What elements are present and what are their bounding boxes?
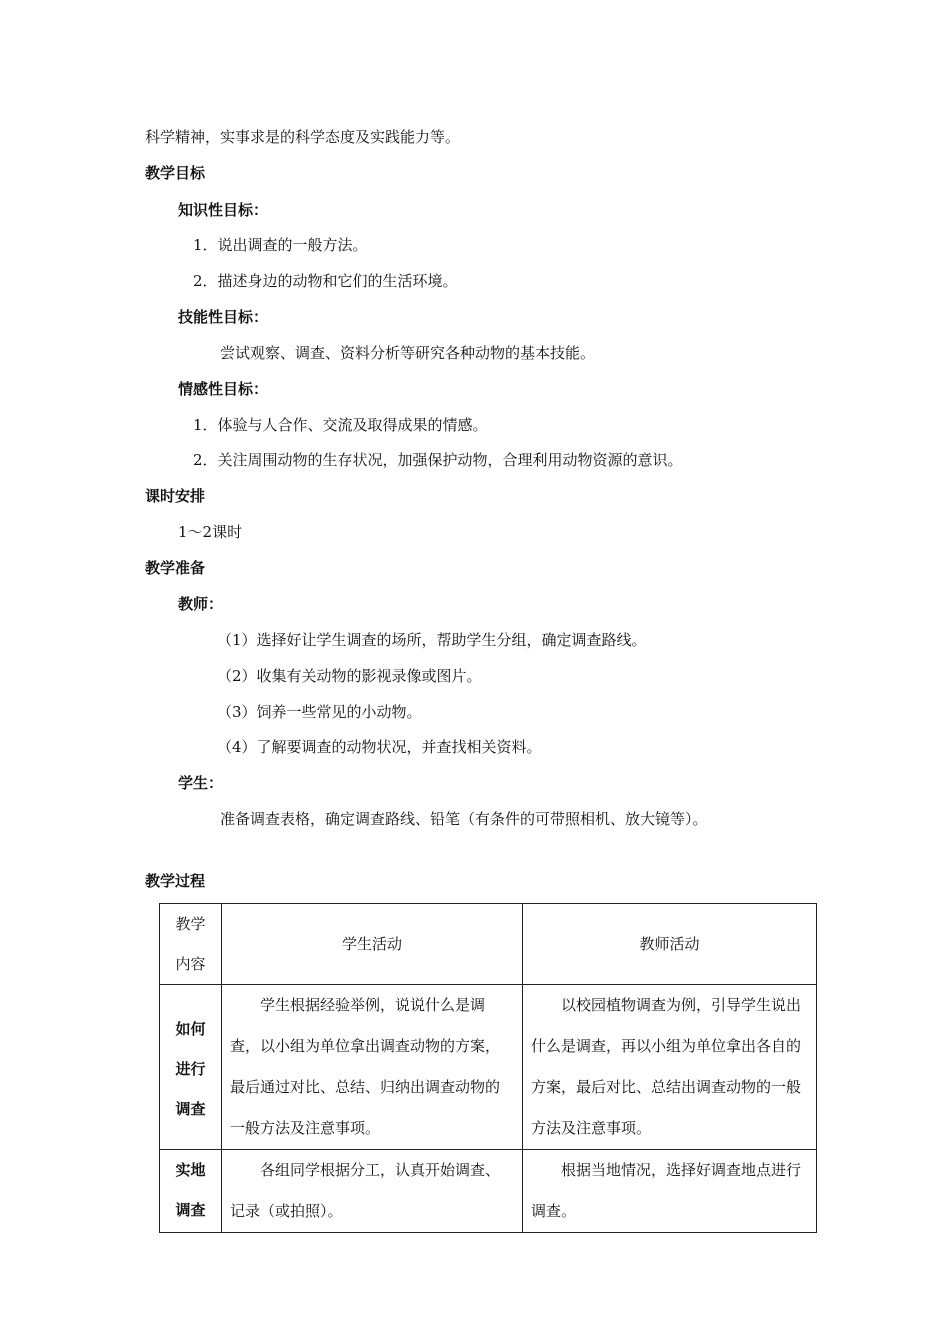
objectives-heading: 教学目标 <box>145 164 206 182</box>
process-heading: 教学过程 <box>145 872 206 890</box>
teacher-item-4: （4）了解要调查的动物状况，并查找相关资料。 <box>217 738 542 756</box>
teacher-item-1: （1）选择好让学生调查的场所，帮助学生分组，确定调查路线。 <box>217 631 647 649</box>
knowledge-item-2: 2．描述身边的动物和它们的生活环境。 <box>193 272 458 290</box>
row-student-activity: 学生根据经验举例，说说什么是调查，以小组为单位拿出调查动物的方案，最后通过对比、总结、归纳出调查动物的一般方法及注意事项。 <box>222 985 523 1150</box>
row-teacher-activity: 以校园植物调查为例，引导学生说出什么是调查，再以小组为单位拿出各自的方案，最后对比、总结出调查动物的一般方法及注意事项。 <box>523 985 817 1150</box>
teacher-heading: 教师： <box>178 595 224 613</box>
teacher-item-3: （3）饲养一些常见的小动物。 <box>217 703 422 721</box>
emotion-item-1: 1．体验与人合作、交流及取得成果的情感。 <box>193 416 488 434</box>
row-teacher-activity: 根据当地情况，选择好调查地点进行调查。 <box>523 1150 817 1233</box>
table-row <box>160 985 817 1150</box>
header-teacher-activity: 教师活动 <box>523 904 817 985</box>
schedule-heading: 课时安排 <box>145 487 206 505</box>
emotion-heading: 情感性目标： <box>178 380 269 398</box>
skill-heading: 技能性目标： <box>178 308 269 326</box>
table-row <box>160 1150 817 1233</box>
row-content-label: 实地 调查 <box>160 1150 222 1233</box>
emotion-item-2: 2．关注周围动物的生存状况，加强保护动物，合理利用动物资源的意识。 <box>193 451 683 469</box>
table-header-row <box>160 904 817 985</box>
student-heading: 学生： <box>178 774 224 792</box>
intro-line: 科学精神，实事求是的科学态度及实践能力等。 <box>145 128 461 146</box>
row-content-label: 如何 进行 调查 <box>160 985 222 1150</box>
header-content: 教学 内容 <box>160 904 222 985</box>
knowledge-item-1: 1．说出调查的一般方法。 <box>193 236 368 254</box>
knowledge-heading: 知识性目标： <box>178 201 269 219</box>
preparation-heading: 教学准备 <box>145 559 206 577</box>
skill-text: 尝试观察、调查、资料分析等研究各种动物的基本技能。 <box>220 344 596 362</box>
process-table <box>159 903 817 1233</box>
schedule-text: 1～2课时 <box>178 523 243 541</box>
header-student-activity: 学生活动 <box>222 904 523 985</box>
student-text: 准备调查表格，确定调查路线、铅笔（有条件的可带照相机、放大镜等）。 <box>220 810 708 828</box>
teacher-item-2: （2）收集有关动物的影视录像或图片。 <box>217 667 482 685</box>
row-student-activity: 各组同学根据分工，认真开始调查、记录（或拍照）。 <box>222 1150 523 1233</box>
